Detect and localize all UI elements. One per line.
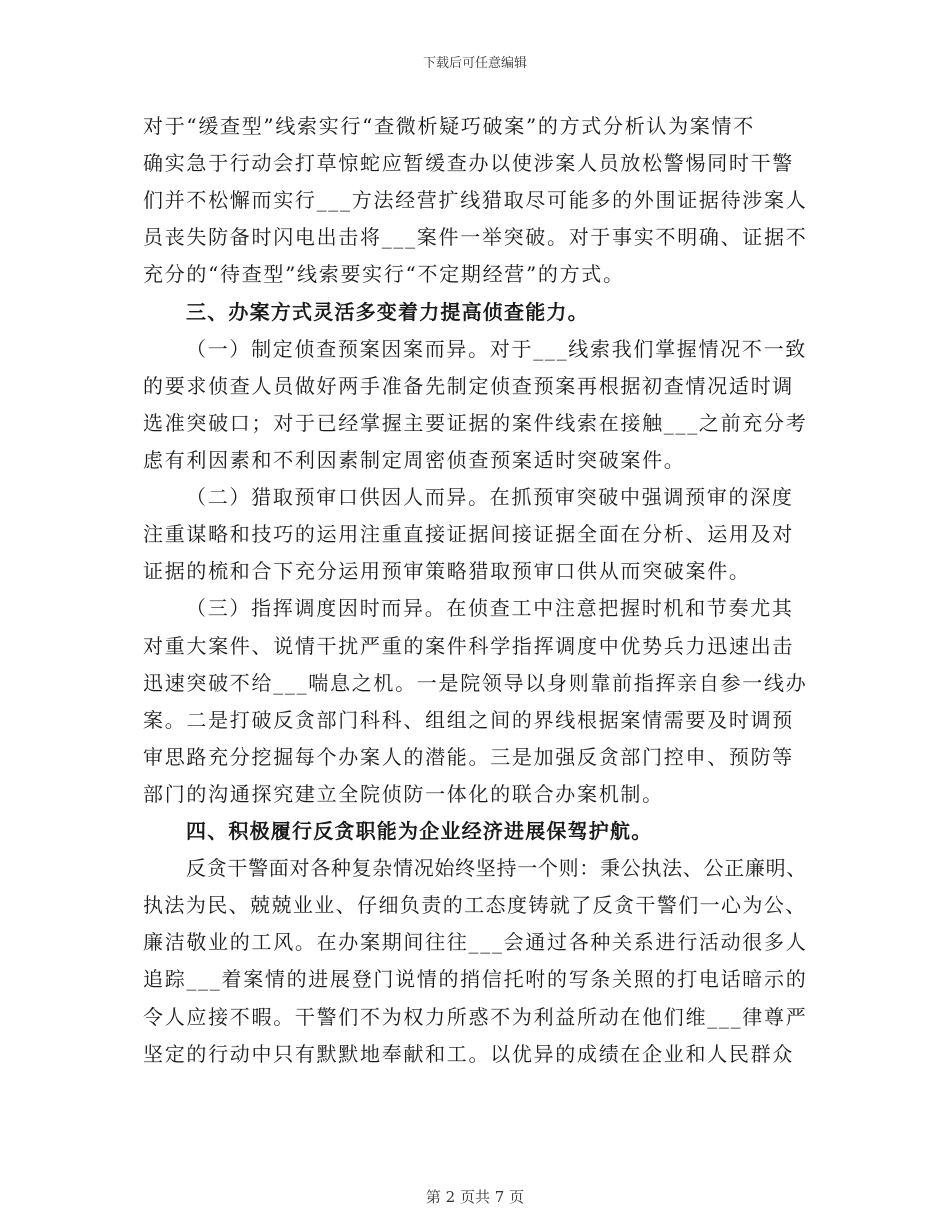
body-line: （二）猎取预审口供因人而异。在抓预审突破中强调预审的深度 xyxy=(186,485,794,509)
body-line: 令人应接不暇。干警们不为权力所惑不为利益所动在他们维___律尊严 xyxy=(143,1005,808,1029)
body-line: 的要求侦查人员做好两手准备先制定侦查预案再根据初查情况适时调 xyxy=(143,374,794,398)
body-line: 确实急于行动会打草惊蛇应暂缓查办以使涉案人员放松警惕同时干警 xyxy=(143,151,794,175)
body-line: 员丧失防备时闪电出击将___案件一举突破。对于事实不明确、证据不 xyxy=(143,225,808,249)
body-line: 执法为民、兢兢业业、仔细负责的工态度铸就了反贪干警们一心为公、 xyxy=(143,893,807,917)
body-line: 们并不松懈而实行___方法经营扩线猎取尽可能多的外围证据待涉案人 xyxy=(143,188,808,212)
body-line: 审思路充分挖掘每个办案人的潜能。三是加强反贪部门控申、预防等 xyxy=(143,745,794,769)
body-line: 追踪___着案情的进展登门说情的捎信托咐的写条关照的打电话暗示的 xyxy=(143,967,808,991)
body-line: （一）制定侦查预案因案而异。对于___线索我们掌握情况不一致 xyxy=(186,337,807,361)
body-line: 注重谋略和技巧的运用注重直接证据间接证据全面在分析、运用及对 xyxy=(143,522,794,546)
body-line: 选准突破口；对于已经掌握主要证据的案件线索在接触___之前充分考 xyxy=(143,411,808,435)
body-line: 廉洁敬业的工风。在办案期间往往___会通过各种关系进行活动很多人 xyxy=(143,930,808,954)
body-line: （三）指挥调度因时而异。在侦查工中注意把握时机和节奏尤其 xyxy=(186,596,794,620)
body-line: 充分的“待查型”线索要实行“不定期经营”的方式。 xyxy=(143,262,625,286)
body-line: 坚定的行动中只有默默地奉献和工。以优异的成绩在企业和人民群众 xyxy=(143,1042,794,1066)
body-line: 部门的沟通探究建立全院侦防一体化的联合办案机制。 xyxy=(143,782,664,806)
body-line: 对重大案件、说情干扰严重的案件科学指挥调度中优势兵力迅速出击 xyxy=(143,634,794,658)
page-header: 下载后可任意编辑 xyxy=(422,56,527,71)
body-line: 反贪干警面对各种复杂情况始终坚持一个则：秉公执法、公正廉明、 xyxy=(186,856,807,880)
section-heading: 四、积极履行反贪职能为企业经济进展保驾护航。 xyxy=(186,819,653,843)
body-line: 案。二是打破反贪部门科科、组组之间的界线根据案情需要及时调预 xyxy=(143,708,794,732)
body-line: 虑有利因素和不利因素制定周密侦查预案适时突破案件。 xyxy=(143,448,686,472)
body-line: 迅速突破不给___喘息之机。一是院领导以身则靠前指挥亲自参一线办 xyxy=(143,671,808,695)
section-heading: 三、办案方式灵活多变着力提高侦查能力。 xyxy=(186,300,589,324)
page-footer: 第 2 页共 7 页 xyxy=(425,1188,525,1206)
body-line: 对于“缓查型”线索实行“查微析疑巧破案”的方式分析认为案情不 xyxy=(143,114,755,138)
body-line: 证据的梳和合下充分运用预审策略猎取预审口供从而突破案件。 xyxy=(143,559,751,583)
